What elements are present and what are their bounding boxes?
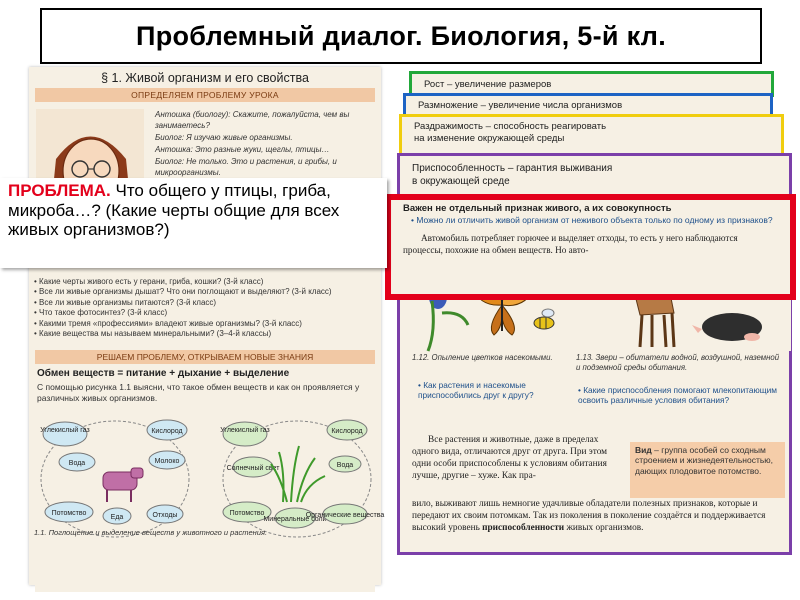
animal-node-water: Вода xyxy=(68,460,86,467)
adaptation-body-text-continued: вило, выживают лишь немногие удачливые обладатели полезных признаков, которые и передают их своим потомкам. Так из поколения в поколение создаётся и поддерживается высокий уровень приспособленности живых организмов. xyxy=(412,499,766,533)
figure-caption-pollination: 1.12. Опыление цветков насекомыми. xyxy=(412,353,553,362)
list-item: • Какие вещества мы называем минеральными? (3–4-й классы) xyxy=(34,329,272,339)
metabolism-diagram xyxy=(35,412,385,592)
figure-caption: 1.1. Поглощение и выделение веществ у животного и растения. xyxy=(34,528,268,537)
animal-node-milk: Молоко xyxy=(154,458,180,465)
species-definition-box: Вид – группа особей со сходным строением и жизнедеятельностью, дающих плодовитое потомство. xyxy=(630,442,785,498)
paragraph-heading: § 1. Живой организм и его свойства xyxy=(101,71,309,85)
problem-text: Что общего у птицы, гриба, микроба…? (Какие черты общие для всех живых организмов?) xyxy=(8,181,340,239)
plant-node-minerals: Минеральные соли xyxy=(263,516,327,523)
animal-node-o2: Кислород xyxy=(151,428,183,435)
list-item: • Какими тремя «профессиями» владеют живые организмы? (3-й класс) xyxy=(34,318,302,328)
dialog-text: Антошка (биологу): Скажите, пожалуйста, чем вы занимаетесь? Биолог: Я изучаю живые организмы. Антошка: Это разные жуки, щеглы, птицы… Биолог: Не только. Это и растения, и грибы, и микроорганизмы. xyxy=(155,110,350,177)
key-idea-question: • Можно ли отличить живой организм от неживого объекта только по одному из признаков? xyxy=(411,215,773,225)
plant-node-o2: Кислород xyxy=(331,428,363,435)
irritability-card: Раздражимость – способность реагировать на изменение окружающей среды xyxy=(399,114,784,156)
problem-label: ПРОБЛЕМА. xyxy=(8,181,111,200)
plant-node-water: Вода xyxy=(336,462,354,469)
growth-card: Рост – увеличение размеров xyxy=(409,71,774,97)
adaptation-body-text: Все растения и животные, даже в пределах одного вида, отличаются друг от друга. При этом одни особи приспособлены к условиям обитания лучше, другие – хуже. Как пра- xyxy=(412,435,608,481)
list-item: • Какие черты живого есть у герани, гриба, кошки? (3-й класс) xyxy=(34,277,264,286)
animal-node-waste: Отходы xyxy=(152,512,178,519)
list-item: • Все ли живые организмы дышат? Что они поглощают и выделяют? (3-й класс) xyxy=(34,287,332,297)
key-idea-box xyxy=(385,194,796,300)
question-list xyxy=(34,277,376,339)
problem-statement xyxy=(0,178,387,268)
slide-title-box xyxy=(40,8,762,64)
left-textbook-page xyxy=(29,67,385,585)
plant-node-sunlight: Солнечный свет xyxy=(226,465,280,472)
adaptation-heading: Приспособленность – гарантия выживания в окружающей среде xyxy=(412,163,613,187)
plant-node-organic: Органические вещества xyxy=(305,512,385,519)
animal-node-offspring: Потомство xyxy=(51,510,87,517)
key-idea-body: Автомобиль потребляет горючее и выделяет отходы, то есть у него наблюдаются процессы, похожие на обмен веществ. Но авто- xyxy=(403,232,738,255)
section-band-solve-problem: РЕШАЕМ ПРОБЛЕМУ, ОТКРЫВАЕМ НОВЫЕ ЗНАНИЯ xyxy=(35,350,375,364)
list-item: • Все ли живые организмы питаются? (3-й класс) xyxy=(34,297,217,307)
animal-node-co2: Углекислый газ xyxy=(40,427,90,434)
metabolism-subheading: Обмен веществ = питание + дыхание + выделение xyxy=(37,368,290,379)
slide-title: Проблемный диалог. Биология, 5-й кл. xyxy=(136,20,666,51)
plant-node-co2: Углекислый газ xyxy=(220,427,270,434)
key-idea-heading: Важен не отдельный признак живого, а их совокупность xyxy=(403,203,672,214)
list-item: • Что такое фотосинтез? (3-й класс) xyxy=(34,308,168,318)
question-mammals: • Какие приспособления помогают млекопитающим освоить различные условия обитания? xyxy=(578,385,777,406)
plant-node-offspring: Потомство xyxy=(229,510,265,517)
animal-node-food: Еда xyxy=(110,514,124,521)
section-band-define-problem: ОПРЕДЕЛЯЕМ ПРОБЛЕМУ УРОКА xyxy=(35,88,375,102)
question-plants-insects: • Как растения и насекомые приспособились друг к другу? xyxy=(418,380,534,401)
figure-caption-animals: 1.13. Звери – обитатели водной, воздушной, наземной и подземной среды обитания. xyxy=(576,353,780,372)
metabolism-paragraph: С помощью рисунка 1.1 выясни, что такое обмен веществ и как он проявляется у различных живых организмов. xyxy=(37,382,360,403)
reproduction-card: Размножение – увеличение числа организмов xyxy=(403,93,773,117)
